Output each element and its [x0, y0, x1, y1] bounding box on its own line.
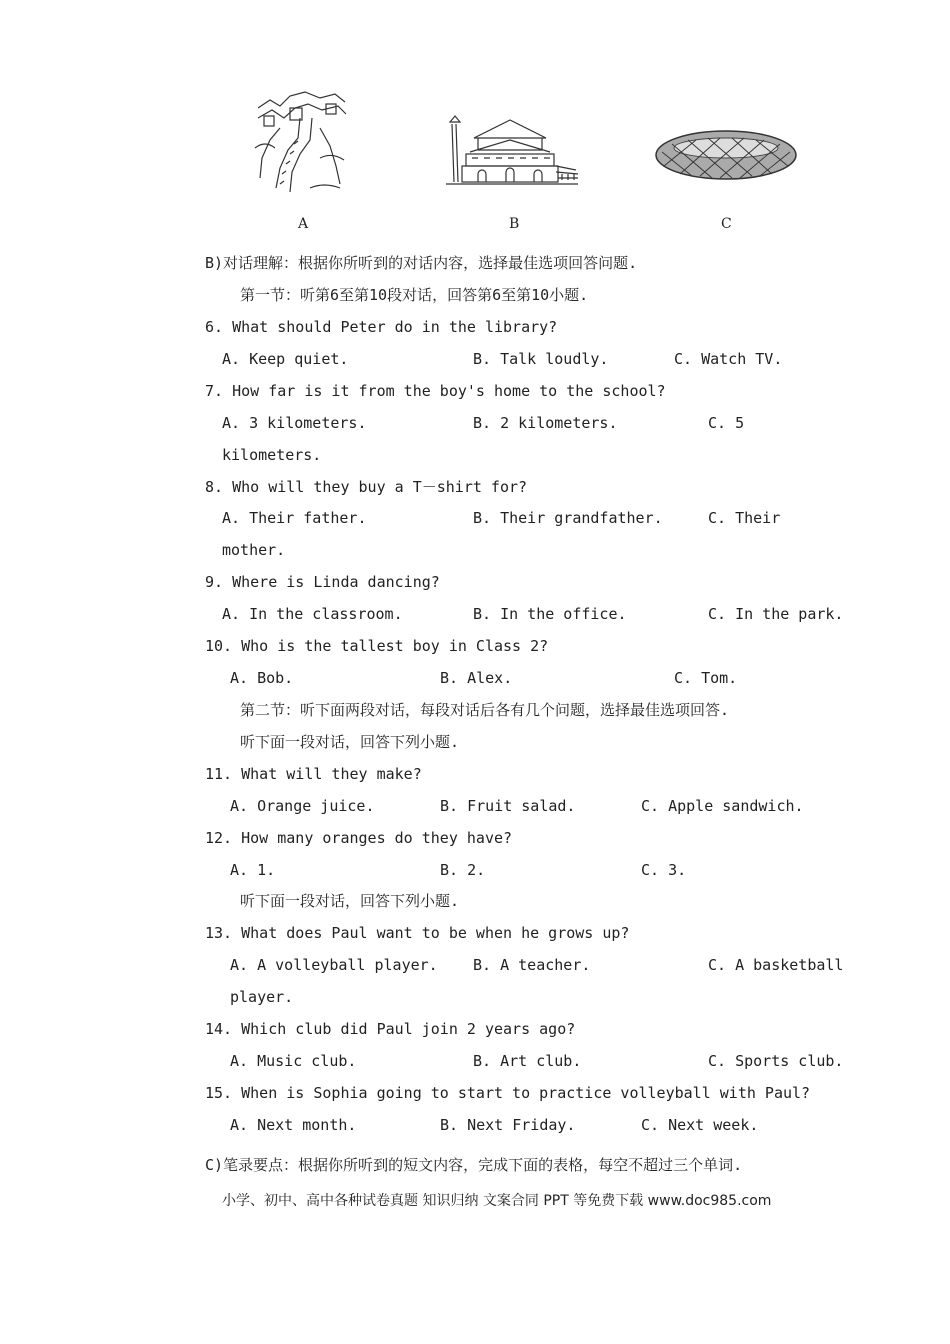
q15-option-a: A. Next month.	[230, 1116, 357, 1134]
picture-label-b: B	[509, 216, 520, 232]
section-b-part2: 第二节：听下面两段对话，每段对话后各有几个问题，选择最佳选项回答.	[240, 701, 730, 719]
q13-option-b: B. A teacher.	[473, 956, 591, 974]
q13-option-c-cont: player.	[230, 988, 294, 1006]
tiananmen-icon	[444, 112, 580, 188]
section-b-part1: 第一节：听第6至第10段对话，回答第6至第10小题.	[240, 286, 589, 304]
q10-option-a: A. Bob.	[230, 669, 294, 687]
q11-option-b: B. Fruit salad.	[440, 797, 576, 815]
q13-option-a: A. A volleyball player.	[230, 956, 438, 974]
section-b-heading: B)对话理解：根据你所听到的对话内容，选择最佳选项回答问题.	[205, 254, 638, 272]
q10-option-c: C. Tom.	[674, 669, 738, 687]
q7-option-b: B. 2 kilometers.	[473, 414, 618, 432]
q13-option-c: C. A basketball	[708, 956, 844, 974]
question-13: 13. What does Paul want to be when he grows up?	[205, 924, 630, 942]
footer-text: 小学、初中、高中各种试卷真题 知识归纳 文案合同 PPT 等免费下载 www.doc985.com	[222, 1193, 772, 1209]
q14-option-b: B. Art club.	[473, 1052, 582, 1070]
q11-option-a: A. Orange juice.	[230, 797, 375, 815]
q6-option-c: C. Watch TV.	[674, 350, 783, 368]
q10-option-b: B. Alex.	[440, 669, 513, 687]
q9-option-b: B. In the office.	[473, 605, 627, 623]
question-9: 9. Where is Linda dancing?	[205, 573, 440, 591]
q6-option-a: A. Keep quiet.	[222, 350, 349, 368]
question-10: 10. Who is the tallest boy in Class 2?	[205, 637, 549, 655]
question-15: 15. When is Sophia going to start to practice volleyball with Paul?	[205, 1084, 811, 1102]
question-7: 7. How far is it from the boy's home to the school?	[205, 382, 666, 400]
q9-option-c: C. In the park.	[708, 605, 844, 623]
q11-option-c: C. Apple sandwich.	[641, 797, 804, 815]
question-11: 11. What will they make?	[205, 765, 422, 783]
q7-option-c-cont: kilometers.	[222, 446, 322, 464]
q6-option-b: B. Talk loudly.	[473, 350, 609, 368]
section-b-sub1: 听下面一段对话，回答下列小题.	[240, 733, 460, 751]
question-8: 8. Who will they buy a T－shirt for?	[205, 478, 528, 496]
q12-option-b: B. 2.	[440, 861, 486, 879]
q7-option-a: A. 3 kilometers.	[222, 414, 367, 432]
q8-option-a: A. Their father.	[222, 509, 367, 527]
section-b-sub2: 听下面一段对话，回答下列小题.	[240, 892, 460, 910]
q12-option-c: C. 3.	[641, 861, 687, 879]
question-12: 12. How many oranges do they have?	[205, 829, 513, 847]
q8-option-c-cont: mother.	[222, 541, 286, 559]
q9-option-a: A. In the classroom.	[222, 605, 403, 623]
question-14: 14. Which club did Paul join 2 years ago?	[205, 1020, 576, 1038]
question-6: 6. What should Peter do in the library?	[205, 318, 558, 336]
picture-label-c: C	[721, 216, 732, 232]
q15-option-b: B. Next Friday.	[440, 1116, 576, 1134]
q12-option-a: A. 1.	[230, 861, 276, 879]
q8-option-b: B. Their grandfather.	[473, 509, 663, 527]
great-wall-icon	[250, 88, 350, 200]
q14-option-c: C. Sports club.	[708, 1052, 844, 1070]
picture-label-a: A	[298, 216, 309, 232]
birds-nest-stadium-icon	[652, 122, 800, 188]
q8-option-c: C. Their	[708, 509, 781, 527]
q15-option-c: C. Next week.	[641, 1116, 759, 1134]
q14-option-a: A. Music club.	[230, 1052, 357, 1070]
q7-option-c: C. 5	[708, 414, 745, 432]
section-c-heading: C)笔录要点：根据你所听到的短文内容，完成下面的表格，每空不超过三个单词.	[205, 1156, 743, 1174]
